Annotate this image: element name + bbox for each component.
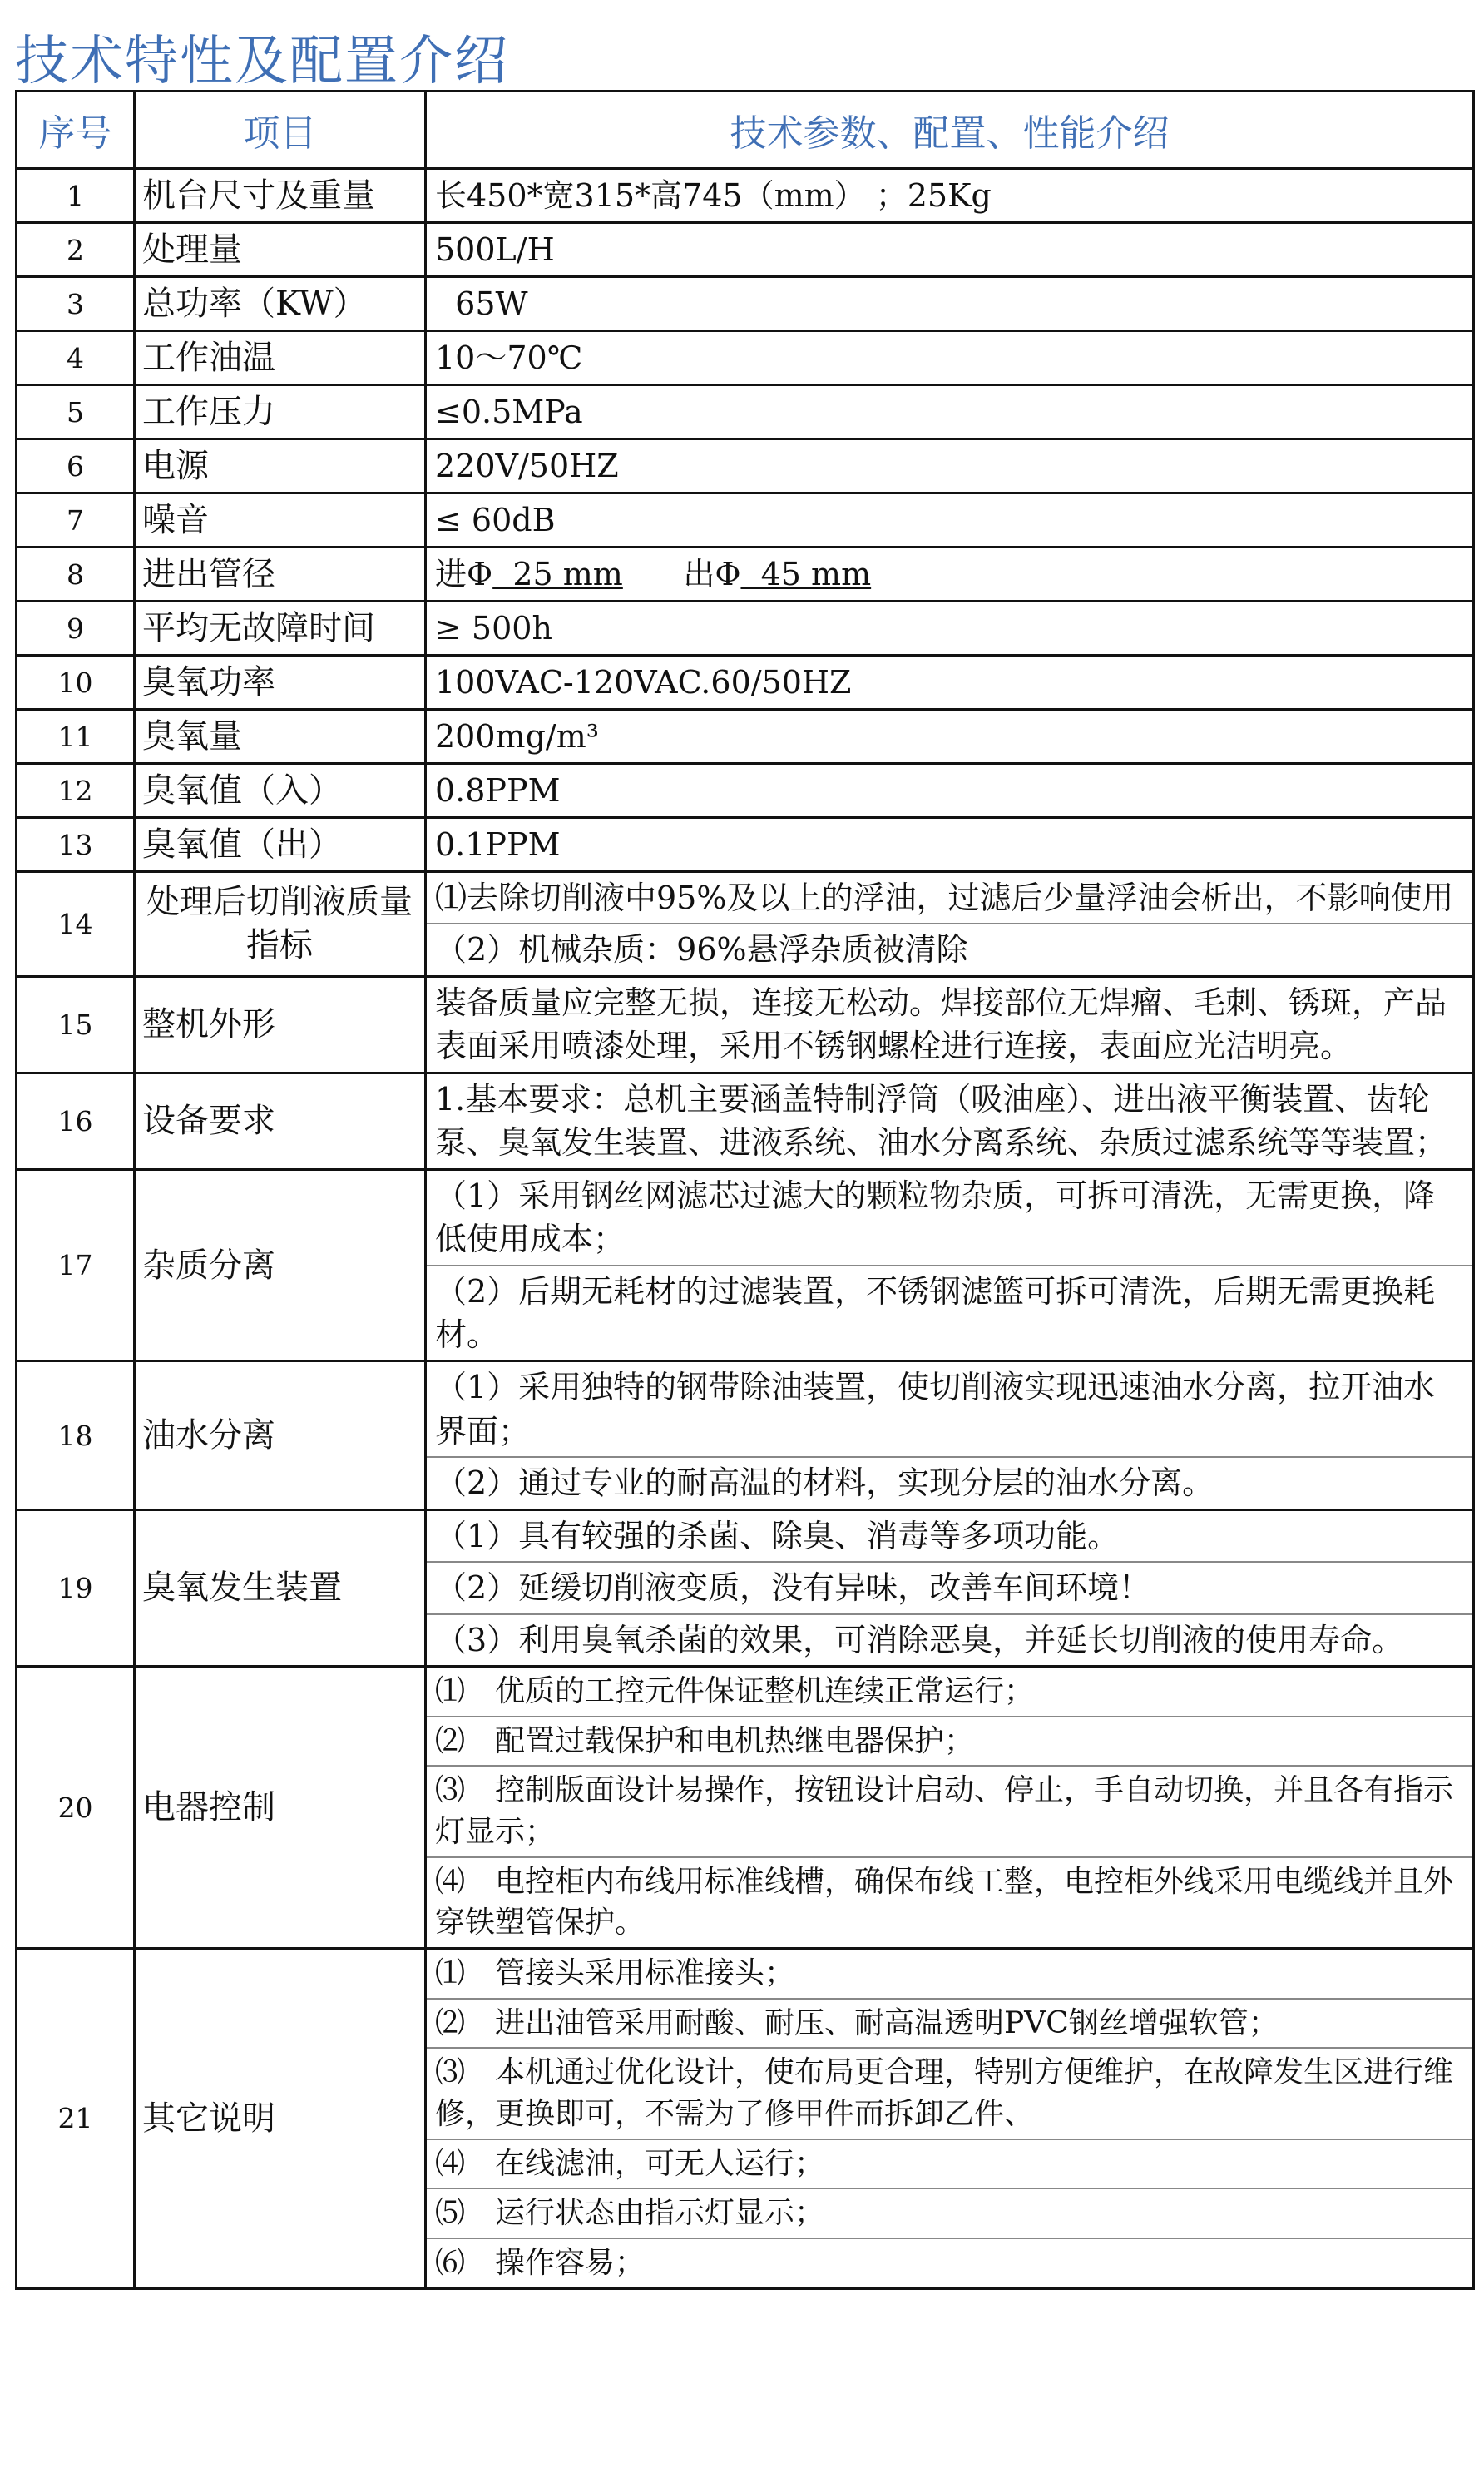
table-row	[17, 1509, 1474, 1666]
table-row	[17, 656, 1474, 710]
spec-table	[15, 90, 1475, 2290]
row-item: 工作油温	[135, 331, 426, 385]
row-desc: ⑶ 本机通过优化设计，使布局更合理，特别方便维护，在故障发生区进行维修，更换即可，不需为了修甲件而拆卸乙件、	[427, 2047, 1472, 2138]
row-item: 臭氧量	[135, 710, 426, 764]
row-desc: 0.1PPM	[435, 825, 561, 863]
table-row	[17, 710, 1474, 764]
row-desc: 220V/50HZ	[435, 447, 619, 484]
header-desc: 技术参数、配置、性能介绍	[426, 92, 1474, 169]
row-desc: ⑸ 运行状态由指示灯显示；	[427, 2188, 1472, 2238]
row-no: 13	[17, 818, 135, 872]
row-no: 4	[17, 331, 135, 385]
row-no: 8	[17, 548, 135, 602]
row-desc: 0.8PPM	[435, 771, 561, 809]
row-item: 电源	[135, 439, 426, 493]
row-item: 臭氧功率	[135, 656, 426, 710]
row-item: 臭氧值（出）	[135, 818, 426, 872]
row-desc: （2）通过专业的耐高温的材料，实现分层的油水分离。	[427, 1456, 1472, 1508]
table-row	[17, 385, 1474, 439]
row-no: 1	[17, 169, 135, 223]
table-row	[17, 1361, 1474, 1509]
row-no: 6	[17, 439, 135, 493]
row-item: 臭氧值（入）	[135, 764, 426, 818]
row-desc: ⑷ 电控柜内布线用标准线槽，确保布线工整，电控柜外线采用电缆线并且外穿铁塑管保护。	[427, 1856, 1472, 1947]
table-row	[17, 493, 1474, 548]
row-desc: ≤0.5MPa	[435, 393, 583, 430]
row-no: 17	[17, 1169, 135, 1361]
row-no: 15	[17, 976, 135, 1073]
table-row	[17, 764, 1474, 818]
table-row	[17, 223, 1474, 277]
row-desc: ⑴ 优质的工控元件保证整机连续正常运行；	[435, 1674, 1035, 1708]
row-no: 10	[17, 656, 135, 710]
row-item: 总功率（KW）	[135, 277, 426, 331]
row-desc: 65W	[435, 285, 528, 322]
row-desc: ⑶ 控制版面设计易操作，按钮设计启动、停止，手自动切换，并且各有指示灯显示；	[427, 1765, 1472, 1856]
row-item: 噪音	[135, 493, 426, 548]
row-no: 19	[17, 1509, 135, 1666]
row-desc: ⑴去除切削液中95%及以上的浮油，过滤后少量浮油会析出，不影响使用	[435, 880, 1454, 916]
row-item: 杂质分离	[135, 1169, 426, 1361]
row-desc: ≤ 60dB	[435, 501, 556, 538]
row-item: 平均无故障时间	[135, 602, 426, 656]
row-desc: （2）后期无耗材的过滤装置，不锈钢滤篮可拆可清洗，后期无需更换耗材。	[427, 1265, 1472, 1360]
header-no: 序号	[17, 92, 135, 169]
row-no: 2	[17, 223, 135, 277]
row-item: 整机外形	[135, 976, 426, 1073]
table-row	[17, 1169, 1474, 1361]
row-desc: ⑵ 进出油管采用耐酸、耐压、耐高温透明PVC钢丝增强软管；	[427, 1998, 1472, 2048]
table-row	[17, 1667, 1474, 1949]
row-desc: ≥ 500h	[435, 609, 552, 647]
row-item: 进出管径	[135, 548, 426, 602]
table-row	[17, 602, 1474, 656]
pipe-diameter	[427, 549, 1472, 599]
row-desc: ⑷ 在线滤油，可无人运行；	[427, 2139, 1472, 2188]
row-no: 21	[17, 1949, 135, 2289]
row-no: 11	[17, 710, 135, 764]
row-desc: ⑴ 管接头采用标准接头；	[435, 1956, 795, 1991]
row-item: 处理量	[135, 223, 426, 277]
row-no: 9	[17, 602, 135, 656]
row-item: 处理后切削液质量 指标	[135, 872, 426, 977]
row-desc: （2）延缓切削液变质，没有异味，改善车间环境！	[427, 1561, 1472, 1613]
row-desc: （3）利用臭氧杀菌的效果，可消除恶臭，并延长切削液的使用寿命。	[427, 1613, 1472, 1665]
table-row	[17, 169, 1474, 223]
row-desc: 200mg/m³	[435, 717, 599, 755]
table-row	[17, 548, 1474, 602]
row-no: 18	[17, 1361, 135, 1509]
outlet-label: 出Φ	[683, 555, 741, 592]
row-desc: 1.基本要求：总机主要涵盖特制浮筒（吸油座）、进出液平衡装置、齿轮泵、臭氧发生装置、进液系统、油水分离系统、杂质过滤系统等等装置；	[435, 1080, 1447, 1162]
row-desc: （2）机械杂质：96%悬浮杂质被清除	[427, 923, 1472, 974]
row-item: 其它说明	[135, 1949, 426, 2289]
row-desc: 500L/H	[435, 230, 555, 268]
row-no: 16	[17, 1073, 135, 1169]
table-row	[17, 1949, 1474, 2289]
table-row	[17, 1073, 1474, 1169]
row-no: 12	[17, 764, 135, 818]
table-header-row	[17, 92, 1474, 169]
row-no: 14	[17, 872, 135, 977]
header-item: 项目	[135, 92, 426, 169]
inlet-value: 25 mm	[492, 555, 623, 592]
table-row	[17, 439, 1474, 493]
inlet-label: 进Φ	[435, 555, 493, 592]
table-row	[17, 872, 1474, 977]
row-item: 臭氧发生装置	[135, 1509, 426, 1666]
row-no: 3	[17, 277, 135, 331]
outlet-value: 45 mm	[740, 555, 872, 592]
row-item: 电器控制	[135, 1667, 426, 1949]
row-item: 工作压力	[135, 385, 426, 439]
row-item: 油水分离	[135, 1361, 426, 1509]
page-title: 技术特性及配置介绍	[15, 31, 509, 92]
row-desc: 装备质量应完整无损，连接无松动。焊接部位无焊瘤、毛刺、锈斑，产品表面采用喷漆处理，采用不锈钢螺栓进行连接，表面应光洁明亮。	[435, 984, 1447, 1065]
row-desc: （1）具有较强的杀菌、除臭、消毒等多项功能。	[435, 1517, 1120, 1554]
row-desc: 长450*宽315*高745（mm） ；25Kg	[435, 176, 992, 214]
row-desc: 100VAC-120VAC.60/50HZ	[435, 663, 852, 701]
table-row	[17, 277, 1474, 331]
table-row	[17, 976, 1474, 1073]
row-desc: 10～70℃	[435, 339, 583, 376]
row-desc: ⑵ 配置过载保护和电机热继电器保护；	[427, 1716, 1472, 1766]
row-no: 5	[17, 385, 135, 439]
row-desc: （1）采用钢丝网滤芯过滤大的颗粒物杂质，可拆可清洗，无需更换，降低使用成本；	[435, 1177, 1436, 1258]
table-row	[17, 331, 1474, 385]
row-desc: （1）采用独特的钢带除油装置，使切削液实现迅速油水分离，拉开油水界面；	[435, 1369, 1436, 1450]
row-no: 7	[17, 493, 135, 548]
row-item: 机台尺寸及重量	[135, 169, 426, 223]
row-item: 设备要求	[135, 1073, 426, 1169]
row-no: 20	[17, 1667, 135, 1949]
row-desc: ⑹ 操作容易；	[427, 2238, 1472, 2287]
table-row	[17, 818, 1474, 872]
